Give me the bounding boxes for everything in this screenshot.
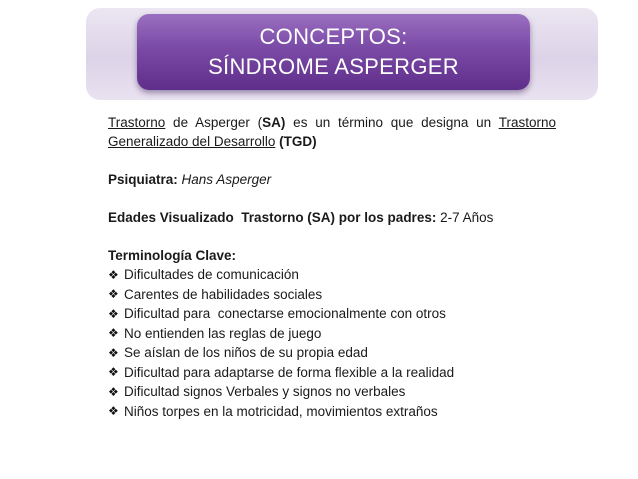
diamond-bullet-icon: ❖	[108, 365, 119, 380]
title-line-1: CONCEPTOS:	[259, 24, 408, 49]
list-item-text: Niños torpes en la motricidad, movimientos extraños	[124, 403, 438, 419]
slide-content	[108, 113, 556, 421]
sa-abbreviation: SA)	[262, 115, 286, 130]
diamond-bullet-icon: ❖	[108, 404, 119, 419]
ages-label: Edades Visualizado Trastorno (SA) por los padres:	[108, 210, 437, 225]
list-item	[108, 285, 556, 305]
list-item-text: No entienden las reglas de juego	[124, 325, 322, 341]
terminology-heading	[108, 246, 556, 265]
tgd-link[interactable]: Trastorno Generalizado del Desarrollo	[108, 115, 556, 149]
list-item	[108, 265, 556, 285]
psychiatrist-label: Psiquiatra:	[108, 172, 178, 187]
diamond-bullet-icon: ❖	[108, 384, 119, 399]
terminology-list	[108, 265, 556, 421]
list-item-text: Dificultad signos Verbales y signos no verbales	[124, 384, 406, 400]
title-line-2: SÍNDROME ASPERGER	[208, 54, 459, 79]
diamond-bullet-icon: ❖	[108, 345, 119, 360]
list-item	[108, 363, 556, 383]
list-item-text: Carentes de habilidades sociales	[124, 286, 323, 302]
intro-paragraph	[108, 113, 556, 151]
trastorno-link[interactable]: Trastorno	[108, 115, 166, 130]
diamond-bullet-icon: ❖	[108, 267, 119, 282]
terminology-heading-text: Terminología Clave:	[108, 248, 237, 263]
list-item-text: Dificultad para adaptarse de forma flexible a la realidad	[124, 364, 455, 380]
list-item	[108, 402, 556, 422]
list-item-text: Dificultades de comunicación	[124, 267, 299, 283]
intro-text-2: es un término que designa un	[285, 115, 499, 130]
list-item	[108, 343, 556, 363]
intro-text-1: de Asperger (	[165, 115, 263, 130]
ages-value: 2-7 Años	[440, 210, 494, 225]
list-item-text: Dificultad para conectarse emocionalmente con otros	[124, 306, 446, 322]
diamond-bullet-icon: ❖	[108, 287, 119, 302]
psychiatrist-line	[108, 170, 556, 189]
title-banner	[137, 14, 530, 90]
psychiatrist-name: Hans Asperger	[181, 172, 272, 187]
list-item	[108, 324, 556, 344]
list-item-text: Se aíslan de los niños de su propia edad	[124, 345, 368, 361]
list-item	[108, 382, 556, 402]
diamond-bullet-icon: ❖	[108, 326, 119, 341]
ages-line	[108, 208, 556, 227]
tgd-abbreviation: (TGD)	[279, 134, 317, 149]
diamond-bullet-icon: ❖	[108, 306, 119, 321]
list-item	[108, 304, 556, 324]
